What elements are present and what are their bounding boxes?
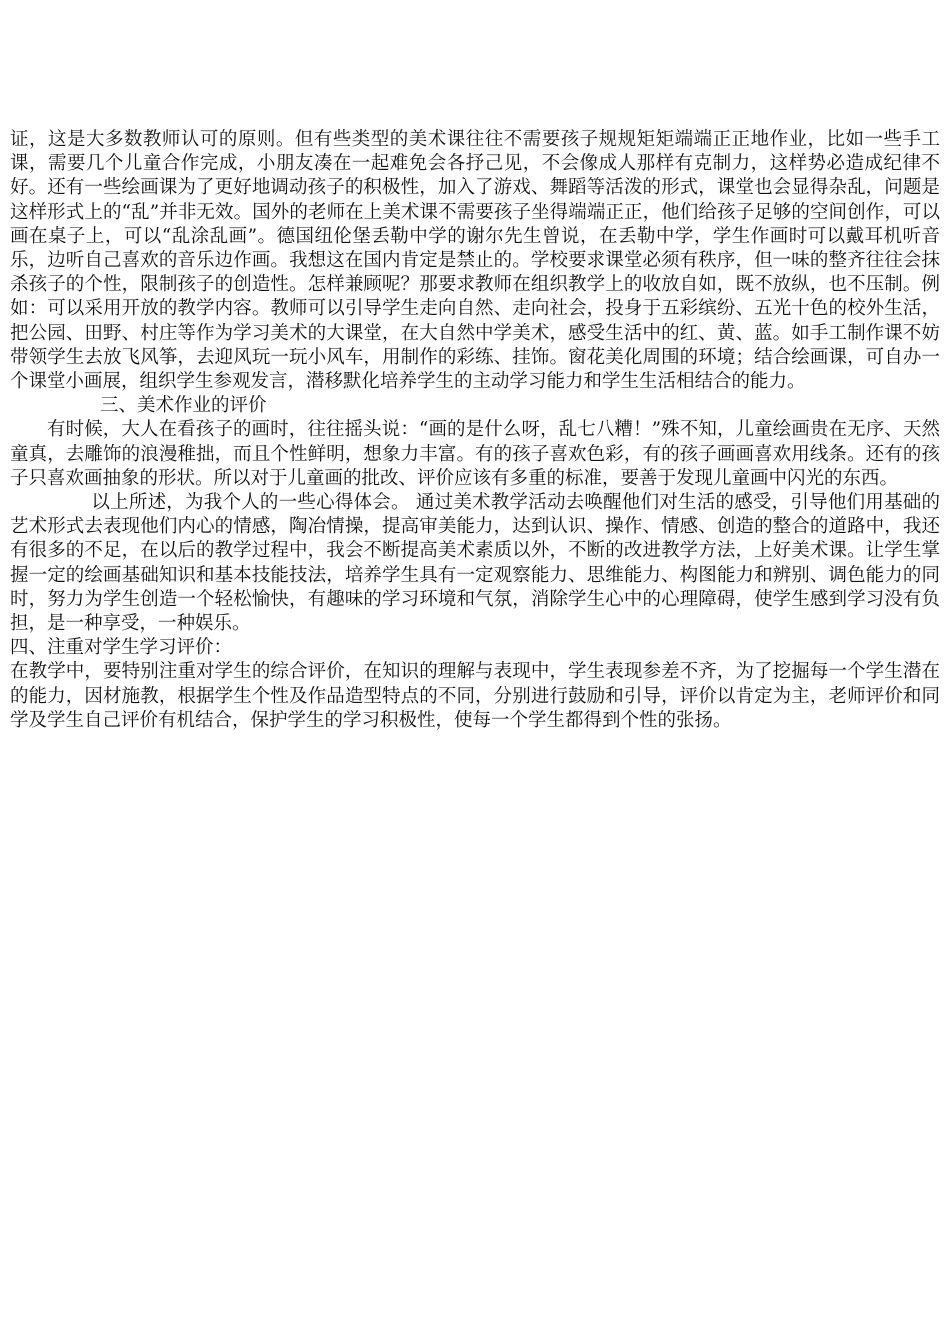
paragraph-classroom-order: 证，这是大多数教师认可的原则。但有些类型的美术课往往不需要孩子规规矩矩端端正正地作业，比如一些手工课，需要几个儿童合作完成，小朋友凑在一起难免会各抒己见，不会像成人那样有克制力，这样势必造成纪律不好。还有一些绘画课为了更好地调动孩子的积极性，加入了游戏、舞蹈等活泼的形式，课堂也会显得杂乱，问题是这样形式上的“乱”并非无效。国外的老师在上美术课不需要孩子坐得端端正正，他们给孩子足够的空间创作，可以画在桌子上，可以“乱涂乱画”。德国纽伦堡丢勒中学的谢尔先生曾说，在丢勒中学，学生作画时可以戴耳机听音乐，边听自己喜欢的音乐边作画。我想这在国内肯定是禁止的。学校要求课堂必须有秩序，但一味的整齐往往会抹杀孩子的个性，限制孩子的创造性。怎样兼顾呢？那要求教师在组织教学上的收放自如，既不放纵，也不压制。例如：可以采用开放的教学内容。教师可以引导学生走向自然、走向社会，投身于五彩缤纷、五光十色的校外生活，把公园、田野、村庄等作为学习美术的大课堂，在大自然中学美术，感受生活中的红、黄、蓝。如手工制作课不妨带领学生去放飞风筝，去迎风玩一玩小风车，用制作的彩练、挂饰。窗花美化周围的环境；结合绘画课，可自办一个课堂小画展，组织学生参观发言，潜移默化培养学生的主动学习能力和学生生活相结合的能力。 <box>10 129 940 393</box>
paragraph-children-drawing: 有时候，大人在看孩子的画时，往往摇头说：“画的是什么呀，乱七八糟！”殊不知，儿童绘画贵在无序、天然童真，去雕饰的浪漫稚拙，而且个性鲜明，想象力丰富。有的孩子喜欢色彩，有的孩子画画喜欢用线条。还有的孩子只喜欢画抽象的形状。所以对于儿童画的批改、评价应该有多重的标准，要善于发现儿童画中闪光的东西。 <box>10 419 940 489</box>
paragraph-personal-reflection: 以上所述，为我个人的一些心得体会。 通过美术教学活动去唤醒他们对生活的感受，引导他们用基础的艺术形式去表现他们内心的情感，陶冶情操，提高审美能力，达到认识、操作、情感、创造的整合的道路中，我还有很多的不足，在以后的教学过程中，我会不断提高美术素质以外，不断的改进教学方法，上好美术课。让学生掌握一定的绘画基础知识和基本技能技法，培养学生具有一定观察能力、思维能力、构图能力和辨别、调色能力的同时，努力为学生创造一个轻松愉快，有趣味的学习环境和气氛，消除学生心中的心理障碍，使学生感到学习没有负担，是一种享受，一种娱乐。 <box>10 492 940 635</box>
section-heading-art-homework-evaluation: 三、美术作业的评价 <box>100 395 267 417</box>
document-body <box>10 128 940 733</box>
paragraph-comprehensive-evaluation: 在教学中，要特别注重对学生的综合评价，在知识的理解与表现中，学生表现参差不齐，为了挖掘每一个学生潜在的能力，因材施教，根据学生个性及作品造型特点的不同，分别进行鼓励和引导，评价以肯定为主，老师评价和同学及学生自己评价有机结合，保护学生的学习积极性，使每一个学生都得到个性的张扬。 <box>10 661 940 731</box>
section-heading-learning-evaluation: 四、注重对学生学习评价： <box>10 637 233 659</box>
